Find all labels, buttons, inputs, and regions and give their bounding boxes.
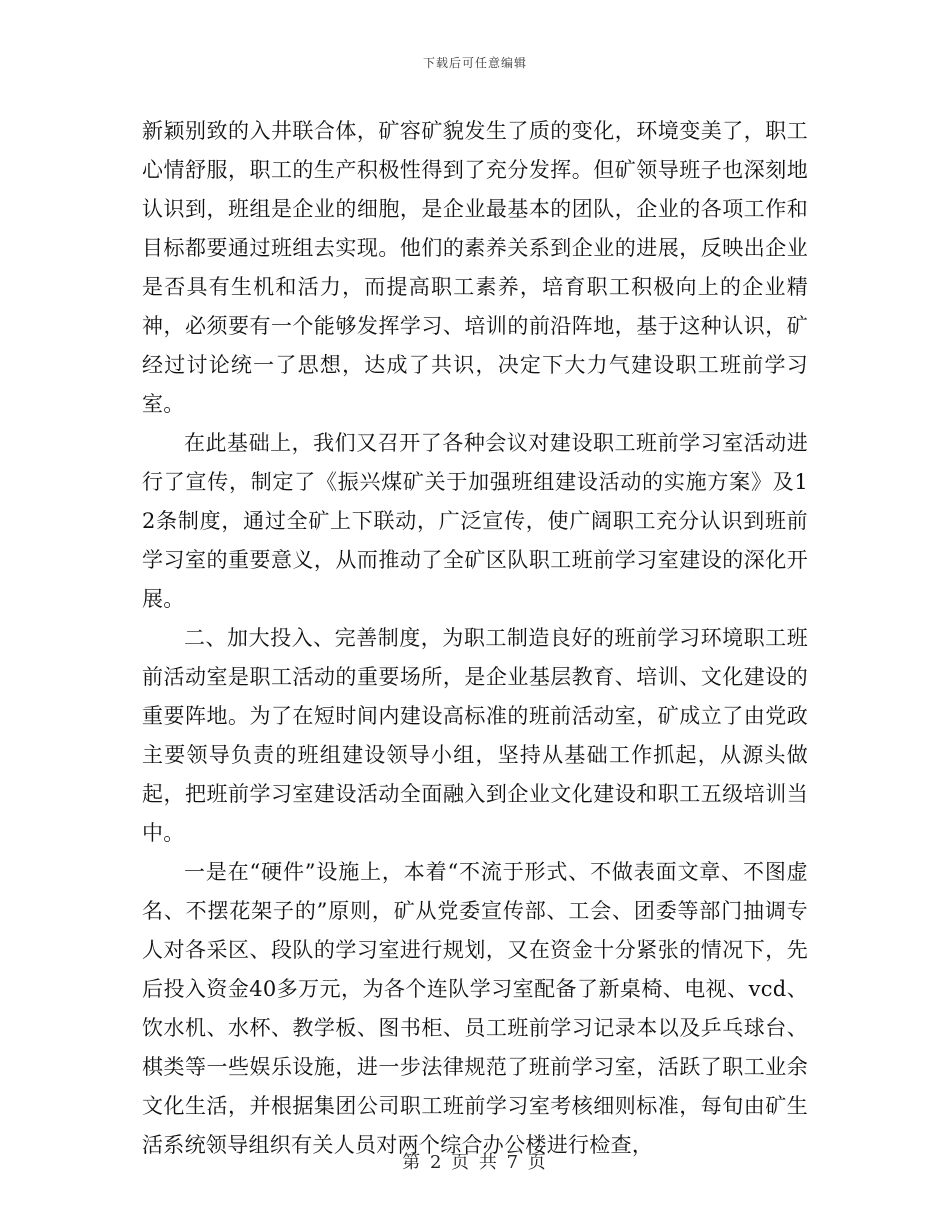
paragraph-1: 新颖别致的入井联合体，矿容矿貌发生了质的变化，环境变美了，职工心情舒服，职工的生产积极性得到了充分发挥。但矿领导班子也深刻地认识到，班组是企业的细胞，是企业最基本的团队，企业的各项工作和目标都要通过班组去实现。他们的素养关系到企业的进展，反映出企业是否具有生机和活力，而提高职工素养，培育职工积极向上的企业精神，必须要有一个能够发挥学习、培训的前沿阵地，基于这种认识，矿经过讨论统一了思想，达成了共识，决定下大力气建设职工班前学习室。 [142,119,808,416]
paragraph-2: 在此基础上，我们又召开了各种会议对建设职工班前学习室活动进行了宣传，制定了《振兴煤矿关于加强班组建设活动的实施方案》及12条制度，通过全矿上下联动，广泛宣传，使广阔职工充分认识到班前学习室的重要意义，从而推动了全矿区队职工班前学习室建设的深化开展。 [142,431,808,611]
page-header: 下载后可任意编辑 [422,56,527,70]
document-body [142,112,808,1165]
paragraph-3: 二、加大投入、完善制度，为职工制造良好的班前学习环境职工班前活动室是职工活动的重要场所，是企业基层教育、培训、文化建设的重要阵地。为了在短时间内建设高标准的班前活动室，矿成立了由党政主要领导负责的班组建设领导小组，坚持从基础工作抓起，从源头做起，把班前学习室建设活动全面融入到企业文化建设和职工五级培训当中。 [142,626,808,845]
page-number-footer: 第 2 页 共 7 页 [402,1152,548,1173]
paragraph-4: 一是在“硬件”设施上，本着“不流于形式、不做表面文章、不图虚名、不摆花架子的”原则，矿从党委宣传部、工会、团委等部门抽调专人对各采区、段队的学习室进行规划，又在资金十分紧张的情况下，先后投入资金40多万元，为各个连队学习室配备了新桌椅、电视、vcd、饮水机、水杯、教学板、图书柜、员工班前学习记录本以及乒乓球台、棋类等一些娱乐设施，进一步法律规范了班前学习室，活跃了职工业余文化生活，并根据集团公司职工班前学习室考核细则标准，每旬由矿生活系统领导组织有关人员对两个综合办公楼进行检查， [142,860,808,1157]
